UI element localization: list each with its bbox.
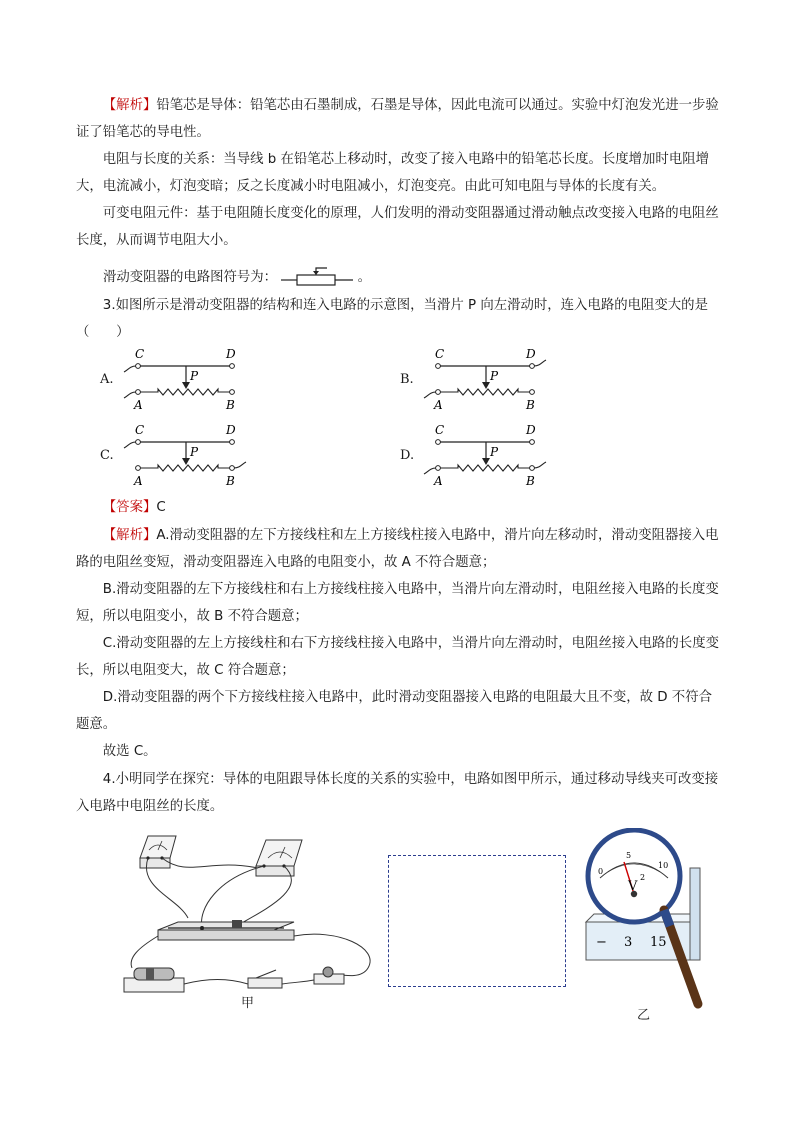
- meter-mid-terminal: 3: [624, 935, 633, 950]
- label-b: B: [226, 398, 235, 412]
- external-wire: [124, 366, 136, 372]
- meter-scale-right: 10: [658, 861, 669, 870]
- rheostat-option-diagram: [418, 346, 568, 412]
- answer-3: [76, 494, 720, 521]
- label-a: A: [134, 398, 143, 412]
- variable-resistor-paragraph: 可变电阻元件：基于电阻随长度变化的原理，人们发明的滑动变阻器通过滑动触点改变接入电路的电阻丝长度，从而调节电阻大小。: [76, 206, 719, 248]
- slider-arrow: [482, 458, 490, 465]
- resistance-wire: [438, 465, 532, 471]
- label-d: D: [526, 423, 536, 437]
- question-4-stem: 4.小明同学在探究：导体的电阻跟导体长度的关系的实验中，电路如图甲所示，通过移动导线夹可改变接入电路中电阻丝的长度。: [76, 772, 719, 814]
- terminal-a: [136, 390, 141, 395]
- slider-arrow: [182, 458, 190, 465]
- terminal-a: [136, 466, 141, 471]
- terminal-b: [230, 390, 235, 395]
- answer-tag: 【答案】: [102, 500, 157, 515]
- label-b: B: [226, 474, 235, 488]
- analysis-3-a: [76, 522, 720, 576]
- rheostat-option-diagram: [118, 422, 268, 488]
- terminal-d: [230, 440, 235, 445]
- label-b: B: [526, 398, 535, 412]
- terminal-a: [436, 466, 441, 471]
- terminal-b: [530, 390, 535, 395]
- external-wire: [124, 442, 136, 448]
- analysis-paragraph-1: [76, 92, 720, 146]
- rheostat-option-diagram: [418, 422, 568, 488]
- label-p: P: [190, 369, 199, 383]
- label-c: C: [435, 423, 445, 437]
- terminal-c: [436, 364, 441, 369]
- symbol-line-text: 滑动变阻器的电路图符号为：: [103, 270, 278, 285]
- label-p: P: [190, 445, 199, 459]
- rheostat-symbol-icon: [281, 266, 353, 288]
- answer-value: C: [156, 500, 166, 515]
- figure-yi-label: 乙: [637, 1008, 651, 1023]
- option-label: B.: [400, 372, 414, 387]
- meter-right-terminal: 15: [650, 935, 667, 950]
- label-d: D: [526, 347, 536, 361]
- figure-jia-circuit: [118, 828, 380, 1014]
- meter-minus-terminal: −: [596, 935, 607, 950]
- label-c: C: [135, 423, 145, 437]
- figure-jia-label: 甲: [241, 996, 255, 1011]
- label-d: D: [226, 347, 236, 361]
- label-a: A: [134, 474, 143, 488]
- label-a: A: [434, 474, 443, 488]
- analysis-3-d: D.滑动变阻器的两个下方接线柱接入电路中，此时滑动变阻器接入电路的电阻最大且不变，故 D 不符合题意。: [76, 690, 712, 732]
- external-wire: [534, 462, 546, 468]
- meter-scale-left: 0: [598, 867, 604, 876]
- circuit-drawing-box: [388, 855, 566, 987]
- meter-scale-mid: 5: [626, 851, 632, 860]
- label-a: A: [434, 398, 443, 412]
- external-wire: [234, 462, 246, 468]
- resistance-wire-board: [158, 920, 294, 940]
- rheostat-symbol-line: [103, 264, 371, 291]
- slider-arrow: [182, 382, 190, 389]
- resistance-wire: [438, 389, 532, 395]
- slider-arrow: [482, 382, 490, 389]
- analysis-3-a-text: A.滑动变阻器的左下方接线柱和左上方接线柱接入电路中，滑片向左移动时，滑动变阻器接入电路的电阻丝变短，滑动变阻器连入电路的电阻变小，故 A 不符合题意；: [76, 528, 719, 570]
- external-wire: [534, 360, 546, 366]
- terminal-d: [530, 440, 535, 445]
- switch-icon: [248, 970, 282, 988]
- terminal-b: [530, 466, 535, 471]
- label-d: D: [226, 423, 236, 437]
- analysis-3-b: B.滑动变阻器的左下方接线柱和右上方接线柱接入电路中，当滑片向左滑动时，电阻丝接入电路的长度变短，所以电阻变小，故 B 不符合题意；: [76, 582, 719, 624]
- label-b: B: [526, 474, 535, 488]
- figure-yi-voltmeter: [578, 828, 710, 1018]
- resistance-wire: [138, 465, 232, 471]
- option-label: A.: [100, 372, 114, 387]
- voltmeter-icon: [256, 840, 302, 876]
- analysis-3-tag: 【解析】: [102, 528, 157, 543]
- meter-letter: V: [628, 879, 638, 894]
- rheostat-option-diagram: [118, 346, 268, 412]
- terminal-d: [230, 364, 235, 369]
- terminal-c: [436, 440, 441, 445]
- option-label: D.: [400, 448, 415, 463]
- resistance-length-paragraph: 电阻与长度的关系：当导线 b 在铅笔芯上移动时，改变了接入电路中的铅笔芯长度。长度增加时电阻增大，电流减小，灯泡变暗；反之长度减小时电阻减小，灯泡变亮。由此可知电阻与导体的长度有关。: [76, 152, 709, 194]
- connector-icon: [314, 967, 344, 984]
- label-c: C: [135, 347, 145, 361]
- battery-icon: [124, 968, 184, 992]
- terminal-d: [530, 364, 535, 369]
- analysis-3-choice: 故选 C。: [102, 744, 157, 759]
- option-label: C.: [100, 448, 114, 463]
- terminal-c: [136, 440, 141, 445]
- terminal-b: [230, 466, 235, 471]
- analysis-3-c: C.滑动变阻器的左上方接线柱和右下方接线柱接入电路中，当滑片向左滑动时，电阻丝接入电路的长度变长，所以电阻变大，故 C 符合题意；: [76, 636, 719, 678]
- label-c: C: [435, 347, 445, 361]
- meter-scale-mid2: 2: [640, 873, 646, 882]
- label-p: P: [490, 445, 499, 459]
- label-p: P: [490, 369, 499, 383]
- analysis-text: 铅笔芯是导体：铅笔芯由石墨制成，石墨是导体，因此电流可以通过。实验中灯泡发光进一步验证了铅笔芯的导电性。: [76, 98, 719, 140]
- terminal-a: [436, 390, 441, 395]
- analysis-tag: 【解析】: [102, 98, 157, 113]
- symbol-line-end: 。: [357, 270, 371, 285]
- resistance-wire: [138, 389, 232, 395]
- question-3-stem: 3.如图所示是滑动变阻器的结构和连入电路的示意图，当滑片 P 向左滑动时，连入电路的电阻变大的是（ ）: [76, 298, 708, 340]
- terminal-c: [136, 364, 141, 369]
